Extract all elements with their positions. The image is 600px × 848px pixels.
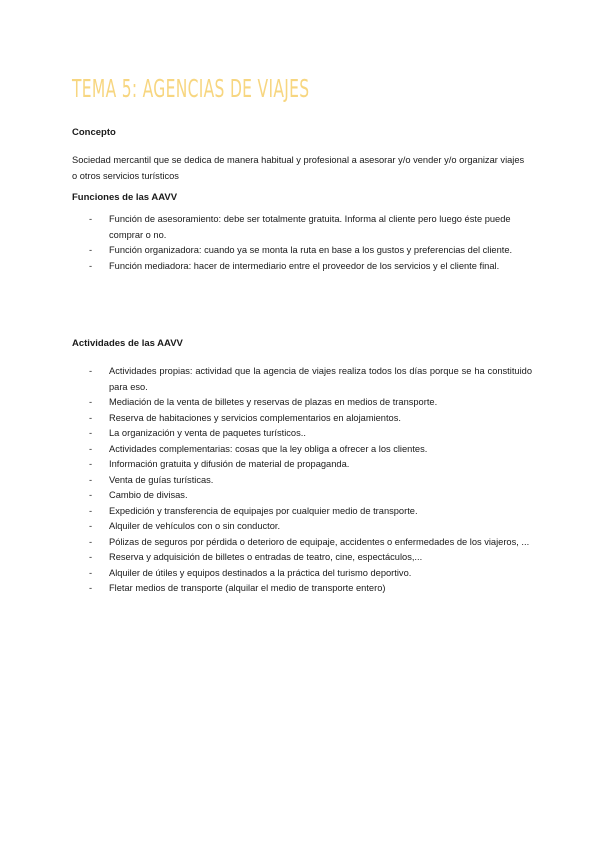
- dash-bullet: -: [89, 505, 93, 516]
- list-item: [72, 442, 532, 458]
- list-item-text: Expedición y transferencia de equipajes por cualquier medio de transporte.: [109, 505, 418, 516]
- dash-bullet: -: [89, 412, 93, 423]
- dash-bullet: -: [89, 428, 93, 438]
- list-item-text: Alquiler de útiles y equipos destinados a la práctica del turismo deportivo.: [109, 567, 412, 578]
- dash-bullet: -: [89, 260, 93, 271]
- dash-bullet: -: [89, 583, 93, 593]
- list-item: [72, 457, 532, 473]
- list-item-text: Pólizas de seguros por pérdida o deterioro de equipaje, accidentes o enfermedades de los viajeros, ...: [109, 536, 530, 547]
- concepto-heading: Concepto: [72, 127, 116, 138]
- funciones-list: [72, 212, 532, 274]
- actividades-heading: Actividades de las AAVV: [72, 338, 183, 349]
- list-item: [72, 426, 532, 442]
- dash-bullet: -: [89, 214, 93, 224]
- funciones-heading: Funciones de las AAVV: [72, 192, 178, 203]
- list-item: [72, 259, 532, 275]
- list-item-text: Actividades complementarias: cosas que la ley obliga a ofrecer a los clientes.: [109, 443, 428, 454]
- list-item: [72, 243, 532, 259]
- list-item-text: Función mediadora: hacer de intermediario entre el proveedor de los servicios y el cliente final.: [109, 260, 500, 271]
- dash-bullet: -: [89, 490, 93, 500]
- list-item-text: Función organizadora: cuando ya se monta la ruta en base a los gustos y preferencias del cliente.: [109, 245, 513, 255]
- list-item: [72, 488, 532, 504]
- list-item: [72, 411, 532, 427]
- dash-bullet: -: [89, 552, 93, 562]
- list-item: [72, 581, 532, 597]
- list-item-text: Alquiler de vehículos con o sin conductor.: [109, 521, 281, 531]
- list-item: [72, 473, 532, 489]
- list-item-text: Cambio de divisas.: [109, 490, 188, 500]
- list-item-text: Reserva de habitaciones y servicios complementarios en alojamientos.: [109, 412, 401, 423]
- list-item-text: Venta de guías turísticas.: [109, 474, 214, 485]
- dash-bullet: -: [89, 474, 93, 485]
- dash-bullet: -: [89, 397, 93, 407]
- dash-bullet: -: [89, 567, 93, 578]
- dash-bullet: -: [89, 245, 93, 255]
- list-item-text: Actividades propias: actividad que la agencia de viajes realiza todos los días porque se ha constituido para eso.: [109, 366, 532, 392]
- dash-bullet: -: [89, 459, 93, 469]
- list-item-text: La organización y venta de paquetes turísticos..: [109, 428, 306, 438]
- list-item: [72, 364, 532, 395]
- list-item: [72, 212, 532, 243]
- page-title: TEMA 5: AGENCIAS DE VIAJES: [72, 74, 310, 103]
- actividades-list: [72, 364, 532, 597]
- dash-bullet: -: [89, 536, 93, 547]
- list-item: [72, 566, 532, 582]
- list-item-text: Información gratuita y difusión de material de propaganda.: [109, 459, 350, 469]
- list-item-text: Mediación de la venta de billetes y reservas de plazas en medios de transporte.: [109, 397, 438, 407]
- list-item: [72, 535, 532, 551]
- dash-bullet: -: [89, 366, 93, 376]
- concepto-text: Sociedad mercantil que se dedica de manera habitual y profesional a asesorar y/o vender y/o organizar viajes o otros servicios turísticos: [72, 155, 525, 181]
- list-item: [72, 395, 532, 411]
- dash-bullet: -: [89, 521, 93, 531]
- dash-bullet: -: [89, 443, 93, 454]
- list-item: [72, 550, 532, 566]
- list-item-text: Reserva y adquisición de billetes o entradas de teatro, cine, espectáculos,...: [109, 552, 423, 562]
- list-item-text: Función de asesoramiento: debe ser totalmente gratuita. Informa al cliente pero luego éste puede comprar o no.: [109, 214, 511, 240]
- list-item: [72, 504, 532, 520]
- list-item: [72, 519, 532, 535]
- list-item-text: Fletar medios de transporte (alquilar el medio de transporte entero): [109, 583, 386, 593]
